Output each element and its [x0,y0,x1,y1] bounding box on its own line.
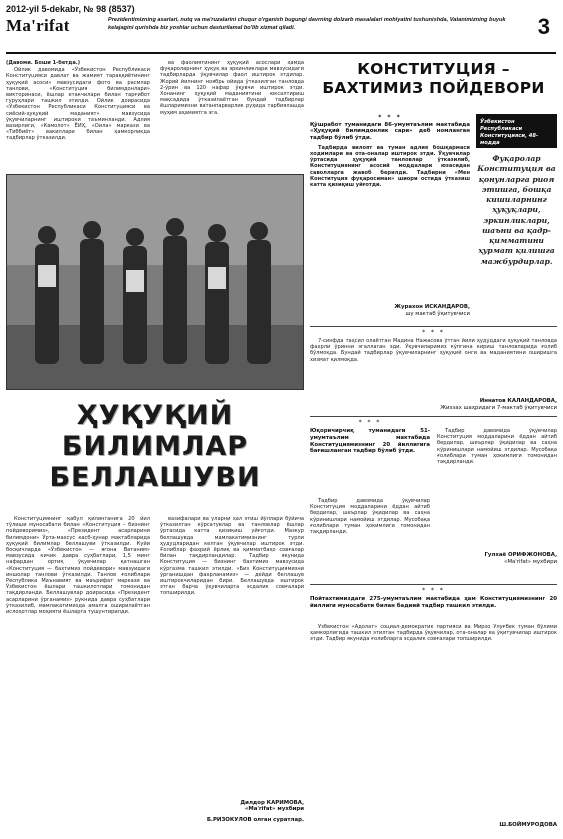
headline-line: БАХТИМИЗ ПОЙДЕВОРИ [322,78,545,97]
continued-note: (Давоми. Боши 1-бетда.) [6,60,81,66]
constitution-citation-box: Ўзбекистон Республикаси Конституцияси, 48-модда [476,114,557,148]
left-column-3 [6,516,150,832]
headline-line: КОНСТИТУЦИЯ – [357,60,510,78]
right-headline [310,60,557,97]
signature-1 [310,304,470,318]
stars-separator: * * * [422,587,445,594]
group-photo [6,174,304,390]
column-text: Конституциянинг қабул қилинганига 20 йил тўлиши муносабати билан «Конституция – бизнинг пойдеворимиз», «Президент асарларини билимдони» Ўрта-махсус касб-ҳунар мактабларида ҳуқуқий билимлар беллашуви ўтказилди. Куйи босқичларда «Ўзбекистон — ягона Ватаним» мавзусида кичик давра суҳбатлари, 1,5 минг нафардан ортиқ ўқувчилар қатнашган «Конституция — бахтимиз пойдевори» мавзуидаги иншолар танлови ўтказилди. Танлов ғолиблари Республика Маънавият ва маърифат маркази ва Ўзбекистон ёшлари ташкилотлари томонидан тақдирланди. Беллашувлар доирасида «Президент асарларини ўрганамиз» рукнида давра суҳбатлари ўтказилиб, мамлакатимизда амалга оширилаётган ислоҳотлар моҳияти ёшларга тушунтирилди. [6,516,150,616]
article-headline [6,400,304,493]
right-article [310,58,557,834]
left-column-2 [160,60,304,170]
body-text-2 [310,338,557,396]
lead-text-3: Пойтахтимиздаги 275-умумтаълим мактабида ҳам Конституциямизнинг 20 йиллиги муносабати билан бадиий тадбир ташкил этилди. [310,596,557,609]
section-divider [310,326,557,327]
left-signature [160,800,304,823]
group-photo-image [7,175,304,390]
signature-2 [310,398,557,412]
body-text-3b [437,428,557,548]
section-divider [310,416,557,417]
headline-line: БЕЛЛАШУВИ [49,462,261,494]
column-text: Тадбир давомида ўқувчилар Конституция моддаларини ёддан айтиб бердилар, шеърлар ўқидилар ва саҳна кўринишлари намойиш этдилар. Мусобақа ғолиблари туман ҳокимлиги томонидан тақдирланди. [437,428,557,466]
stars-separator: * * * [422,329,445,336]
signature-name: Гулхаё ОРИФЖОНОВА, [484,552,557,558]
stars-separator: * * * [358,419,382,426]
signature-3 [437,552,557,566]
author-name: Дилдор КАРИМОВА, [240,800,304,806]
left-column-4 [160,516,304,796]
body-text-1 [310,145,470,253]
page-header [6,2,556,54]
left-column-1 [6,60,150,170]
signature-role: Жиззах шаҳридаги 7-мактаб ўқитувчиси [440,405,557,412]
lead-text-2: Юқоричирчиқ туманидаги 51-умумтаълим мактабида Конституциямизнинг 20 йиллигига бағишланган тадбир бўлиб ўтди. [310,428,430,455]
column-text: Тадбирда вилоят ва туман адлия бошқармаси ходимлари ва ота-оналар иштирок этди. Ўқувчилар ўртасида ҳуқуқий танловлар ўтказилиб, Конституциянинг асосий моддалари юзасидан саволларга жавоб берилди. Тадбирни «Мен Конституция фуқаросиман» шиори остида ўтказиш катта қизиқиш уйғотди. [310,144,470,188]
headline-line: БИЛИМЛАР [61,431,249,463]
column-text: вазифалари ва уларни ҳал этиш йўллари бўйича ўтказилган кўрсатувлар ва танловлар ёшлар ўртасида катта қизиқиш уйғотди. Мазкур беллашувда мамлакатимизнинг турли ҳудудларидан келган ўқувчилар иштирок этди. Ғолиблар фахрий ёрлиқ ва қимматбаҳо совғалар билан тақдирландилар. Тадбир якунида Конституция — бизнинг бахтимиз мавзусида кўргазма ташкил этилди. «Биз Конституциямизни ўрганишдан фахрланамиз» — дейди беллашув иштирокчиларидан бири. Беллашувда иштирок этган барча ўқувчиларга эсдалик совғалари топширилди. [160,516,304,597]
signature-role: шу мактаб ўқитувчиси [405,311,470,318]
body-text-3a [310,498,430,578]
section-divider [310,584,557,585]
header-motto: Prezidentimizning asarlari, nutq va ma'ruzalarini chuqur o'rganish bugungi davrning dolzarb masalalari mohiyatini tushunishda, Vatanimizning buyuk kelajagini qurishda biz yoshlar uchun dasturilamal bo'lib xizmat qiladi. [108,17,506,31]
signature-name: Иннатов КАЛАНДАРОВА, [479,398,557,404]
pull-quote: Фуқаролар Конституция ва қонунларга риоя этишга, бошқа кишиларнинг ҳуқуқлари, эркинликлари, шаъни ва қадр-қимматини ҳурмат қилишга мажбурдирлар. [477,154,556,266]
body-text-4 [310,624,557,814]
stars-separator: * * * [378,114,402,121]
lead-block-1 [310,114,470,253]
signature-name: Ш.БОЙМУРОДОВА [499,822,557,828]
newspaper-masthead: Ma'rifat [6,16,70,35]
left-article [6,58,304,834]
column-text: 7-синфда таҳсил олаётган Мадина Нажасова ўтган йили ҳудуддаги ҳуқуқий танловда фахрли ўринни эгаллаган эди. Ўқувчиларимиз кўпгина кириш танловларида ғолиб бўлмоқда. Бундай тадбирлар ўқувчиларнинг ҳуқуқий онги ва маданиятини оширишга хизмат қилмоқда. [310,338,557,363]
column-text: Ўзбекистон «Адолат» социал-демократик партияси ва Мирзо Улуғбек туман бўлими ҳамкорлигида ташкил этилган тадбирда ўқувчилар, ота-оналар ва ўқитувчилар иштирок этди. Тадбир якунида ғолибларга эсдалик совғалари топширилди. [310,624,557,643]
author-role: «Ма'rifat» мухбири [244,806,304,813]
signature-role: «Ma'rifat» мухбири [504,559,557,566]
lead-text: Қўшработ туманидаги 86-умумтаълим мактабида «Ҳуқуқий билимдонлик сари» деб номланган тадбир бўлиб ўтди. [310,121,470,141]
photo-credit: Б.РИЗОКУЛОВ олган суратлар. [206,816,304,823]
signature-name: Журахон ИСКАНДАРОВ, [394,304,470,310]
page-number: 3 [537,14,550,39]
header-rule [6,52,556,54]
column-text: Тадбир давомида ўқувчилар Конституция моддаларини ёддан айтиб бердилар, шеърлар ўқидилар ва саҳна кўринишлари намойиш этдилар. Мусобақа ғолиблари туман ҳокимлиги томонидан тақдирланди. [310,498,430,536]
column-text: Ойлик давомида «Ўзбекистон Республикаси Конституцияси давлат ва жамият тараққиётининг ҳуқуқий асоси» мавзусидаги фото ва расмлар танлови, «Конституция билимдонлари» викторинаси, ёшлар етакчилари билан тарғибот гуруҳлари ташкил этилди. Ойлик доирасида «Ўзбекистон Республикаси Конституцияси ва сиёсий-ҳуқуқий маданият» мавзусида ўқувчиларнинг иштироки таъминланди. Адлия вазирлиги, «Камолот» ЁИҲ, «Оила» маркази ва «Тиббиёт» вакиллари билан ҳамкорликда тадбирлар ўтказилди. [6,67,150,142]
headline-line: ҲУҚУҚИЙ [76,400,234,431]
signature-4 [310,822,557,829]
issue-dateline: 2012-yil 5-dekabr, № 98 (8537) [6,4,135,14]
column-text: ва фаолиятининг ҳуқуқий асослари ҳамда фуқароларнинг ҳуқуқ ва эркинликлари мавзусидаги тадбирларда ўқувчилар фаол иштирок этдилар. Жорий йилнинг ноябрь ойида ўтказилган танловда 2-ўрин ва 120 нафар ўқувчи иштирок этди. Хонанинг ҳуқуқий маданиятини юксалтириш мақсадида ўтказилаётган бундай тадбирлар ёшларимизни ватанпарварлик руҳида тарбиялашда муҳим аҳамиятга эга. [160,60,304,116]
